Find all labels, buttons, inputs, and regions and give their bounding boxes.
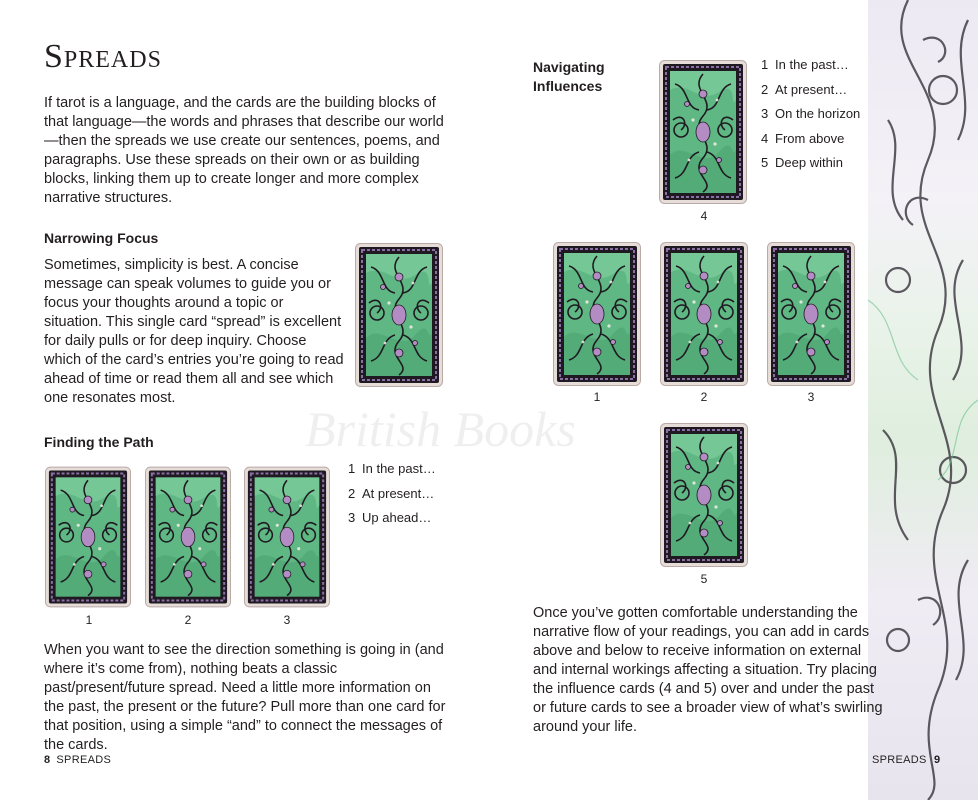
influence-card-number: 4 <box>700 209 708 223</box>
influence-card-number: 5 <box>700 572 708 586</box>
intro-paragraph: If tarot is a language, and the cards are the building blocks of that language—the words and phrases that describe our world—then the spreads we use create our sentences, poems, and paragraphs. Use these spreads on their own or as building blocks, linking them up to create longer and more complex narrative structures. <box>44 95 444 206</box>
influence-card-number: 2 <box>700 390 708 404</box>
single-card <box>355 243 443 387</box>
narrowing-focus-text: Sometimes, simplicity is best. A concise message can speak volumes to guide you or focus your thoughts around a topic or situation. This single card “spread” is excellent for daily pulls or for deep inquiry. Choose which of the card’s entries you’re going to read ahead of time or read them all and see which one resonates most. <box>44 257 344 406</box>
finding-path-text: When you want to see the direction something is going in (and where it’s come from), nothing beats a classic past/present/future spread. Need a little more information on the past, the present or the future? Pull more than one card for that position, using a simple “and” to connect the messages of the cards. <box>44 642 446 753</box>
influence-card-3 <box>767 242 855 386</box>
path-card-2 <box>145 465 231 609</box>
running-head: SPREADS <box>872 754 927 766</box>
narrowing-focus-heading: Narrowing Focus <box>44 230 159 246</box>
path-card-number: 3 <box>283 613 291 627</box>
list-item: 1 In the past… <box>348 461 436 476</box>
page-title: Spreads <box>44 38 162 75</box>
influence-card-number: 1 <box>593 390 601 404</box>
influence-card-number: 3 <box>807 390 815 404</box>
path-card-3 <box>244 465 330 609</box>
list-item: 2 At present… <box>761 81 848 97</box>
navigating-influences-text: Once you’ve gotten comfortable understanding the narrative flow of your readings, you can add in cards above and below to receive information on external and internal workings affecting a situation. Try placing the influence cards (4 and 5) over and under the past or future cards to see a broader view of what’s swirling around your life. <box>533 605 883 735</box>
influence-card-4 <box>659 60 747 204</box>
finding-path-heading: Finding the Path <box>44 434 154 450</box>
ornament-vine-icon <box>868 0 978 800</box>
running-head: SPREADS <box>56 754 112 766</box>
list-item: 4 From above <box>761 130 845 146</box>
footer-right <box>872 754 946 766</box>
page-number: 8 <box>44 754 51 766</box>
path-card-number: 1 <box>85 613 93 627</box>
list-item: 3 Up ahead… <box>348 510 432 526</box>
page-number: 9 <box>934 754 941 766</box>
list-item: 3 On the horizon <box>761 106 861 122</box>
influence-card-2 <box>660 242 748 386</box>
navigating-influences-heading: Navigating Influences <box>533 59 605 94</box>
influence-card-1 <box>553 242 641 386</box>
influence-card-5 <box>660 423 748 567</box>
decorative-border <box>868 0 978 800</box>
path-card-1 <box>45 465 131 609</box>
watermark: British Books <box>305 401 576 457</box>
list-item: 1 In the past… <box>761 57 849 72</box>
list-item: 5 Deep within <box>761 155 843 171</box>
influence-positions-list <box>761 53 860 176</box>
footer-left <box>44 754 111 766</box>
path-card-number: 2 <box>184 613 192 627</box>
list-item: 2 At present… <box>348 485 435 501</box>
path-positions-list <box>348 457 436 531</box>
